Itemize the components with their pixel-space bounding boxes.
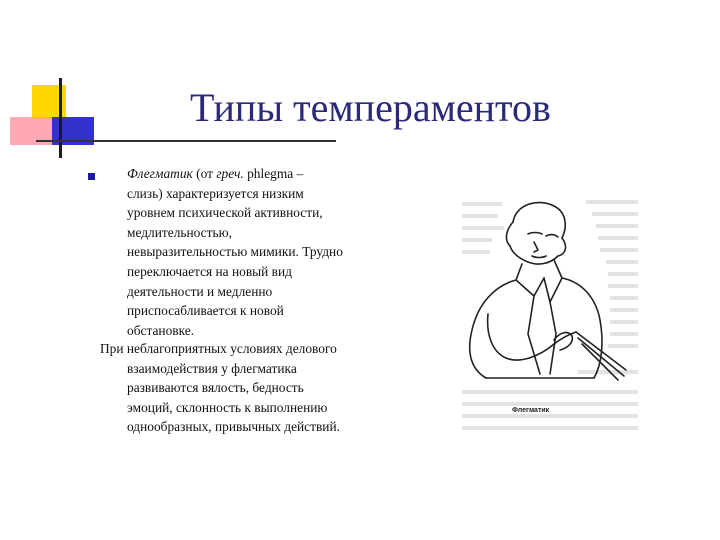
text-open: (от: [192, 166, 217, 181]
vertical-rule: [59, 78, 62, 158]
paragraph-line: уровнем психической активности,: [127, 205, 323, 221]
paragraph-phlegmatic-definition: [127, 164, 397, 340]
slide-title: Типы темпераментов: [190, 85, 551, 130]
paragraph-line: эмоций, склонность к выполнению: [127, 399, 328, 415]
paragraph-line: медлительностью,: [127, 224, 232, 240]
paragraph-indented-block: [100, 359, 400, 437]
corner-emblem: [0, 0, 130, 170]
text-phlegma: phlegma –: [243, 166, 304, 181]
lang-abbrev: греч.: [216, 166, 244, 181]
paragraph-line: приспосабливается к новой: [127, 303, 284, 319]
paragraph-line: невыразительностью мимики. Трудно: [127, 244, 343, 260]
paragraph-line: однообразных, привычных действий.: [127, 419, 340, 435]
paragraph-line: переключается на новый вид: [127, 263, 292, 279]
paragraph-line: развиваются вялость, бедность: [127, 380, 304, 396]
paragraph-line: взаимодействия у флегматика: [127, 360, 297, 376]
paragraph-line: При неблагоприятных условиях делового: [100, 341, 337, 356]
paragraph-line: деятельности и медленно: [127, 283, 273, 299]
paragraph-line: слизь) характеризуется низким: [127, 185, 304, 201]
phlegmatic-man-illustration: [458, 194, 642, 444]
paragraph-line: [127, 164, 397, 184]
paragraph-unfavorable-conditions: [100, 339, 400, 437]
figure-caption: Флегматик: [512, 407, 550, 414]
paragraph-line: обстановке.: [127, 322, 195, 338]
bullet-icon: [88, 173, 95, 180]
title-underline: [36, 140, 336, 142]
term-phlegmatic: Флегматик: [127, 166, 193, 181]
